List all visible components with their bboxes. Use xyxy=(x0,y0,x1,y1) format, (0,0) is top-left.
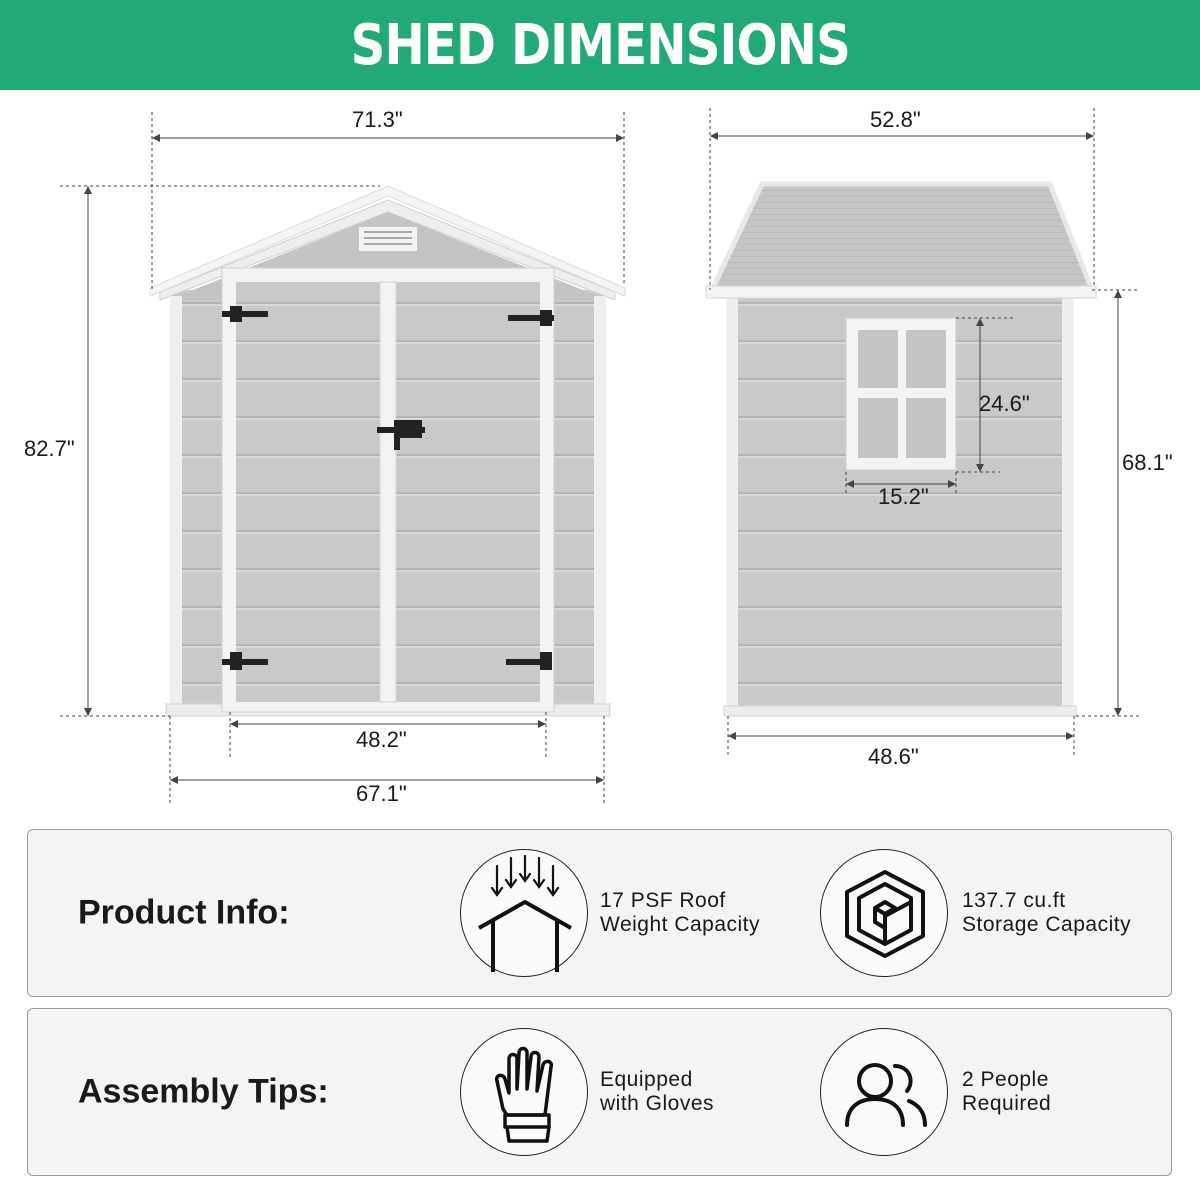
roof-capacity-line1: 17 PSF Roof xyxy=(600,889,726,912)
people-required-line1: 2 People xyxy=(962,1068,1049,1091)
assembly-tips-title: Assembly Tips: xyxy=(78,1072,329,1111)
front-height-label: 82.7" xyxy=(24,436,75,461)
glove-icon xyxy=(460,1028,588,1156)
product-info-panel xyxy=(27,829,1172,997)
window-width-label: 15.2" xyxy=(878,484,929,509)
roof-capacity-text xyxy=(600,889,760,937)
roof-load-icon xyxy=(460,849,588,977)
gloves-text xyxy=(600,1068,714,1116)
storage-capacity-text xyxy=(962,889,1131,937)
product-info-title: Product Info: xyxy=(78,893,290,932)
roof-capacity-line2: Weight Capacity xyxy=(600,913,761,936)
storage-capacity-line1: 137.7 cu.ft xyxy=(962,889,1066,912)
gloves-line2: with Gloves xyxy=(600,1092,715,1115)
cube-storage-icon xyxy=(820,849,948,977)
people-icon xyxy=(820,1028,948,1156)
side-roof-width-label: 52.8" xyxy=(870,107,921,132)
assembly-tips-panel xyxy=(27,1008,1172,1176)
side-height-label: 68.1" xyxy=(1122,450,1173,475)
side-shed xyxy=(706,184,1096,716)
side-base-width-label: 48.6" xyxy=(868,744,919,769)
window-height-label: 24.6" xyxy=(979,391,1030,416)
people-required-line2: Required xyxy=(962,1092,1052,1115)
front-roof-width-label: 71.3" xyxy=(352,107,403,132)
storage-capacity-line2: Storage Capacity xyxy=(962,913,1132,936)
gloves-line1: Equipped xyxy=(600,1068,693,1091)
banner-title: SHED DIMENSIONS xyxy=(350,12,850,78)
front-base-width-label: 67.1" xyxy=(356,781,407,806)
front-shed xyxy=(150,186,625,716)
people-required-text xyxy=(962,1068,1051,1116)
door-width-label: 48.2" xyxy=(356,727,407,752)
